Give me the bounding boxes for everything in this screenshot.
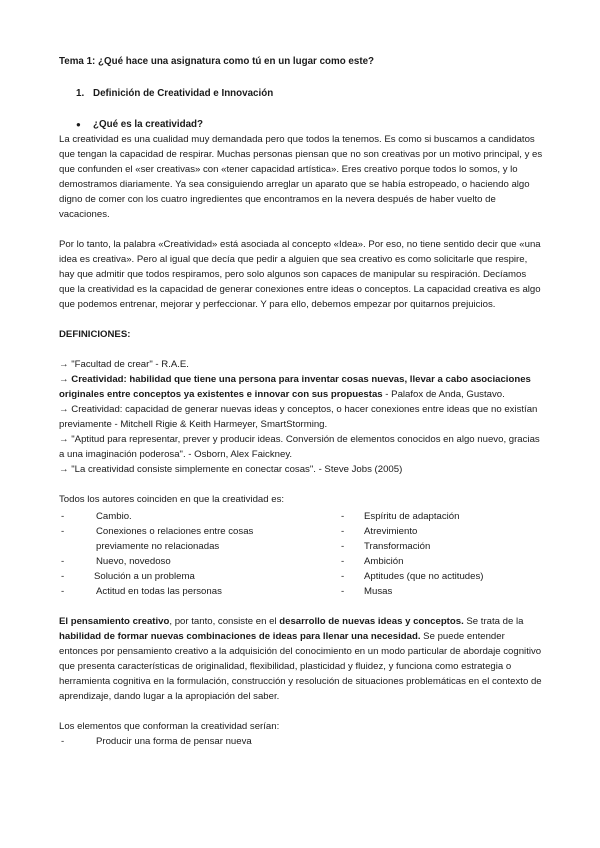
document-page xyxy=(59,54,544,749)
definition-1: → "Facultad de crear" - R.A.E. xyxy=(59,359,189,370)
list-item: - Musas xyxy=(341,586,393,597)
list-item: - Atrevimiento xyxy=(341,526,418,537)
paragraph-3: El pensamiento creativo, por tanto, consiste en el desarrollo de nuevas ideas y conceptos. Se trata de la habilidad de formar nuevas combinaciones de ideas para llenar una necesidad. Se puede entender entonces por pensamiento creativo a la adquisición del conocimiento en un modo particular de abordaje cognitivo que presenta características de originalidad, flexibilidad, plasticidad y fluidez, y funciona como estrategia o herramienta cognitiva en la formulación, construcción y resolución de situaciones problemáticas en el contexto de aprendizaje, dando lugar a la apropiación del saber. xyxy=(59,616,542,702)
list-item: - Aptitudes (que no actitudes) xyxy=(341,571,484,582)
subsection-heading-que-es xyxy=(76,117,544,132)
section-heading-definicion xyxy=(76,86,544,101)
list-item: - Transformación xyxy=(341,541,431,552)
list-item: - Ambición xyxy=(341,556,404,567)
paragraph-2: Por lo tanto, la palabra «Creatividad» está asociada al concepto «Idea». Por eso, no tiene sentido decir que «una idea es creativa». Pero al igual que decía que pedir a alguien que sea creativo es como solicitarle que respire, hay que admitir que todos respiramos, pero solo algunos son capaces de manipular su respiración. Decíamos que la creatividad es la capacidad de generar conexiones entre ideas o conceptos. La capacidad creativa es algo que podemos entrenar, mejorar y perfeccionar. Y para ello, debemos empezar por quitarnos prejuicios. xyxy=(59,239,541,310)
elements-intro: Los elementos que conforman la creatividad serían: xyxy=(59,721,280,732)
bullet-icon: ● xyxy=(76,120,81,129)
paragraph-1: La creatividad es una cualidad muy demandada pero que todos la tenemos. Es como si buscamos a candidatos que tengan la capacidad de respirar. Muchas personas piensan que no son creativas por un motivo principal, y es que confunden el «ser creativas» con «tener capacidad artística». Eres creativo porque todos lo somos, y lo demostramos diariamente. Ya sea consiguiendo arreglar un aparato que se había estropeado, o haciendo algo digno de comer con los cuatro ingredientes que encontramos en la nevera después de haber vuelto de vacaciones. xyxy=(59,134,543,220)
definitions-heading: DEFINICIONES: xyxy=(59,329,131,340)
traits-left-column xyxy=(59,509,339,599)
section-label: Definición de Creatividad e Innovación xyxy=(93,88,274,99)
traits-right-column xyxy=(339,509,544,599)
section-number: 1. xyxy=(76,88,85,99)
definition-3: → Creatividad: capacidad de generar nuevas ideas y conceptos, o hacer conexiones entre ideas que no existían previamente - Mitchell Rigie & Keith Harmeyer, SmartStorming. xyxy=(59,404,538,430)
definition-4: → "Aptitud para representar, prever y producir ideas. Conversión de elementos conocidos en algo nuevo, gracias a una imaginación poderosa". - Osborn, Alex Faickney. xyxy=(59,434,540,460)
definition-2-bold: → Creatividad: habilidad que tiene una persona para inventar cosas nuevas, llevar a cabo asociaciones originales entre conceptos ya existentes e innovar con sus propuestas xyxy=(59,374,531,400)
definition-2 xyxy=(59,372,544,402)
list-item: - Nuevo, novedoso xyxy=(61,556,171,567)
list-item: - Espíritu de adaptación xyxy=(341,511,460,522)
list-item: - Conexiones o relaciones entre cosas previamente no relacionadas xyxy=(61,526,254,552)
definition-2-author: - Palafox de Anda, Gustavo. xyxy=(382,389,505,400)
list-item: - Producir una forma de pensar nueva xyxy=(61,736,252,747)
subsection-label: ¿Qué es la creatividad? xyxy=(93,119,203,130)
authors-intro: Todos los autores coinciden en que la creatividad es: xyxy=(59,494,285,505)
creativity-traits-list xyxy=(59,509,544,599)
list-item: - Solución a un problema xyxy=(61,571,195,582)
definition-5: → "La creatividad consiste simplemente en conectar cosas". - Steve Jobs (2005) xyxy=(59,464,403,475)
list-item: - Actitud en todas las personas xyxy=(61,586,222,597)
list-item: - Cambio. xyxy=(61,511,132,522)
document-title: Tema 1: ¿Qué hace una asignatura como tú en un lugar como este? xyxy=(59,56,375,67)
